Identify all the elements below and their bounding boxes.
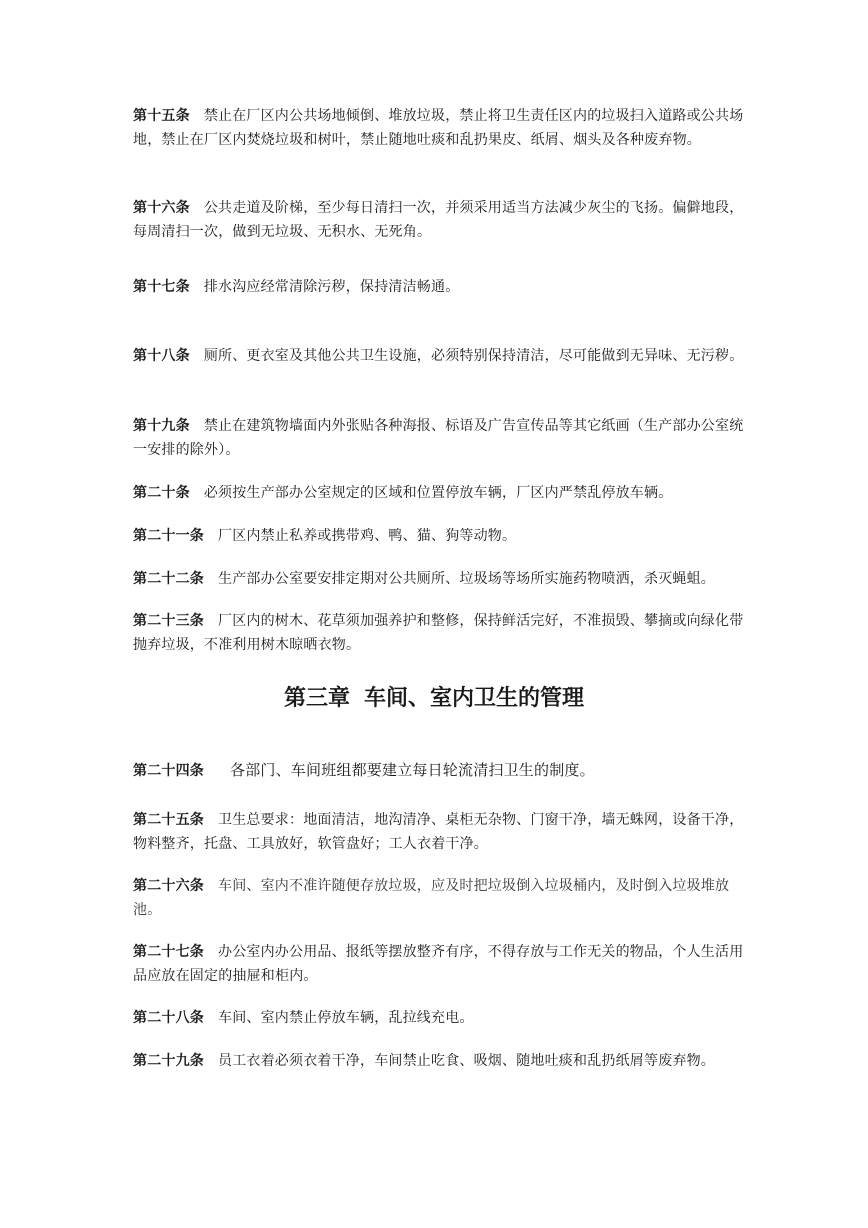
article-number: 第十七条 — [133, 279, 190, 295]
article-text: 厂区内的树木、花草须加强养护和整修，保持鲜活完好，不准损毁、攀摘或向绿化带抛弃垃圾，不准利用树木晾晒衣物。 — [133, 613, 744, 653]
article-number: 第二十三条 — [133, 613, 204, 629]
chapter-title: 车间、室内卫生的管理 — [364, 686, 585, 711]
article-19 — [133, 414, 749, 462]
article-text: 生产部办公室要安排定期对公共厕所、垃圾场等场所实施药物喷洒，杀灭蝇蛆。 — [218, 571, 715, 587]
article-text: 厂区内禁止私养或携带鸡、鸭、猫、狗等动物。 — [218, 528, 517, 544]
chapter-heading — [0, 684, 868, 714]
article-23 — [133, 609, 749, 657]
chapter-number: 第三章 — [283, 686, 350, 711]
article-text: 卫生总要求：地面清洁，地沟清净、桌柜无杂物、门窗干净，墙无蛛网，设备干净，物料整齐，托盘、工具放好，软管盘好；工人衣着干净。 — [133, 812, 744, 852]
article-28 — [133, 1006, 749, 1030]
article-18 — [133, 341, 749, 371]
article-text: 公共走道及阶梯，至少每日清扫一次，并须采用适当方法减少灰尘的飞扬。偏僻地段，每周清扫一次，做到无垃圾、无积水、无死角。 — [133, 200, 744, 240]
article-text: 员工衣着必须衣着干净，车间禁止吃食、吸烟、随地吐痰和乱扔纸屑等废弃物。 — [218, 1053, 715, 1069]
article-text: 车间、室内禁止停放车辆，乱拉线充电。 — [218, 1010, 474, 1026]
article-text: 各部门、车间班组都要建立每日轮流清扫卫生的制度。 — [230, 761, 595, 779]
article-text: 禁止在厂区内公共场地倾倒、堆放垃圾，禁止将卫生责任区内的垃圾扫入道路或公共场地，禁止在厂区内焚烧垃圾和树叶，禁止随地吐痰和乱扔果皮、纸屑、烟头及各种废弃物。 — [133, 108, 744, 148]
article-number: 第十五条 — [133, 108, 190, 124]
article-number: 第十八条 — [133, 348, 190, 364]
article-text: 办公室内办公用品、报纸等摆放整齐有序，不得存放与工作无关的物品，个人生活用品应放在固定的抽屉和柜内。 — [133, 944, 744, 984]
article-20 — [133, 481, 749, 505]
article-22 — [133, 567, 749, 591]
article-text: 禁止在建筑物墙面内外张贴各种海报、标语及广告宣传品等其它纸画（生产部办公室统一安排的除外）。 — [133, 418, 744, 458]
article-number: 第二十九条 — [133, 1053, 204, 1069]
article-number: 第二十条 — [133, 485, 190, 501]
article-29 — [133, 1049, 749, 1073]
article-text: 厕所、更衣室及其他公共卫生设施，必须特别保持清洁，尽可能做到无异味、无污秽。 — [203, 348, 744, 364]
article-21 — [133, 524, 749, 548]
article-number: 第二十五条 — [133, 812, 204, 828]
article-number: 第二十一条 — [133, 528, 204, 544]
article-number: 第十九条 — [133, 418, 190, 434]
article-number: 第二十六条 — [133, 878, 204, 894]
article-25 — [133, 808, 749, 856]
article-number: 第二十四条 — [133, 763, 204, 779]
article-number: 第十六条 — [133, 200, 190, 216]
article-text: 必须按生产部办公室规定的区域和位置停放车辆，厂区内严禁乱停放车辆。 — [203, 485, 673, 501]
article-text: 排水沟应经常清除污秽，保持清洁畅通。 — [203, 279, 460, 295]
article-text: 车间、室内不准许随便存放垃圾，应及时把垃圾倒入垃圾桶内，及时倒入垃圾堆放池。 — [133, 878, 730, 918]
article-24 — [133, 758, 749, 783]
article-number: 第二十八条 — [133, 1010, 204, 1026]
article-number: 第二十二条 — [133, 571, 204, 587]
article-17 — [133, 275, 749, 299]
article-26 — [133, 874, 749, 922]
article-16 — [133, 196, 749, 244]
article-15 — [133, 104, 749, 152]
article-27 — [133, 940, 749, 988]
article-number: 第二十七条 — [133, 944, 204, 960]
